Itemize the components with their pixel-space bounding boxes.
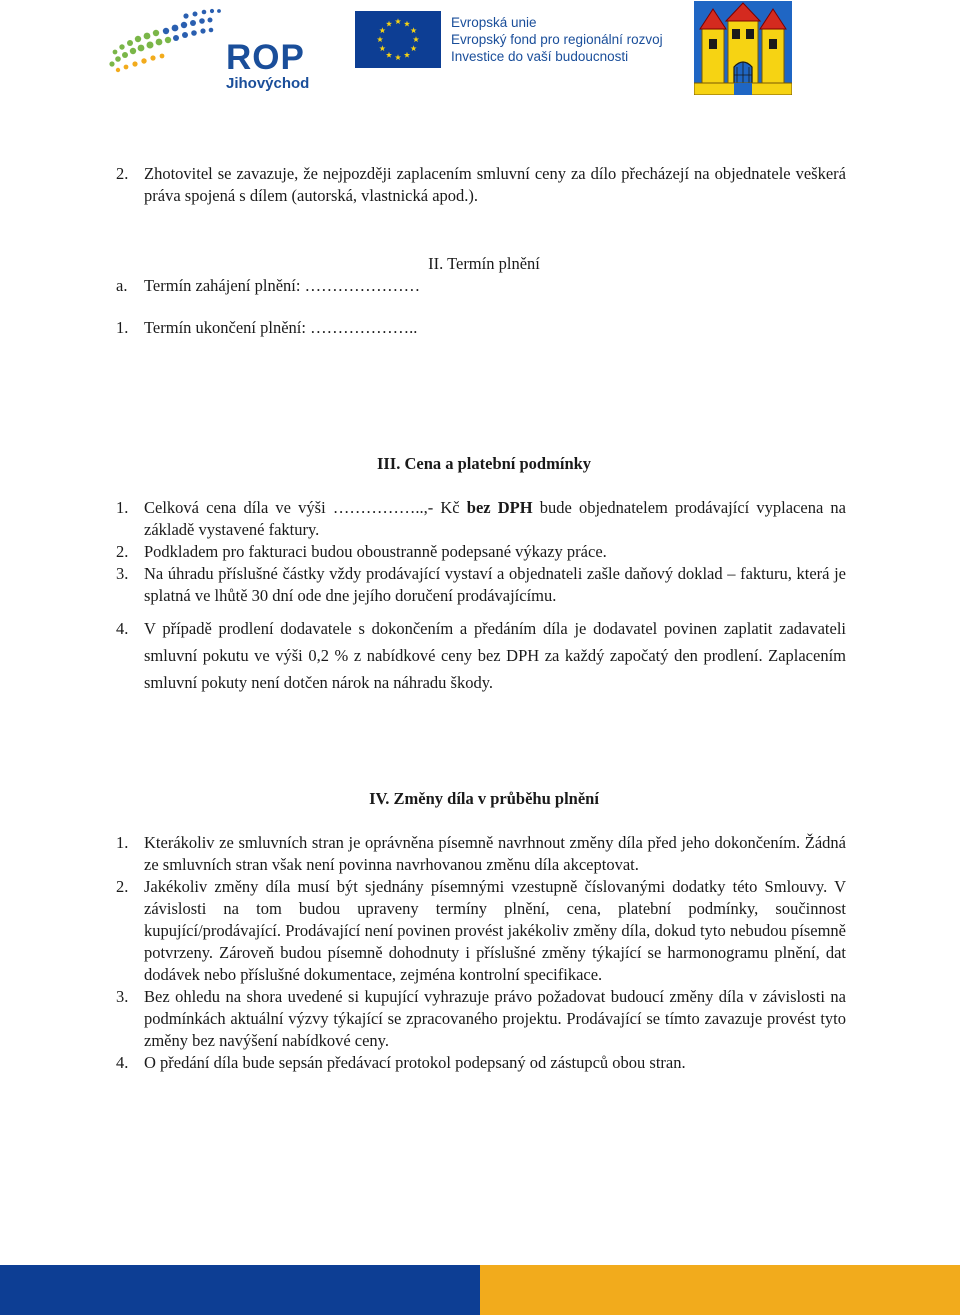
list-item: [116, 876, 846, 986]
list-item-text: bude objednatelem prodávající vyplacena na základě vystavené faktury.: [144, 498, 847, 539]
list-item-number: 2.: [116, 164, 129, 183]
list-item: [116, 1052, 846, 1074]
list-item-number: 1.: [116, 833, 129, 852]
eu-logo-text: [451, 14, 663, 65]
list-item: [116, 986, 846, 1052]
page-header: [0, 0, 960, 100]
list-item-text: O předání díla bude sepsán předávací protokol podepsaný od zástupců obou stran.: [144, 1053, 686, 1072]
section-iv-title: IV. Změny díla v průběhu plnění: [369, 789, 599, 808]
section-iii-title: III. Cena a platební podmínky: [376, 454, 592, 473]
section-heading-iv: [0, 788, 960, 810]
list-item: [116, 541, 846, 563]
section-iv-body: [116, 832, 846, 1074]
list-item-number: 3.: [116, 987, 129, 1006]
section-iii-body: [116, 497, 846, 696]
list-item: [116, 317, 846, 339]
footer-bar-blue: [0, 1265, 480, 1315]
section-heading-iii: [0, 453, 960, 475]
list-item-text: V případě prodlení dodavatele s dokončením a předáním díla je dodavatel povinen zaplatit zadavateli smluvní pokutu ve výši 0,2 % z nabídkové ceny bez DPH za každý započatý den prodlení. Zaplacením smluvní pokuty není dotčen nárok na náhradu škody.: [144, 619, 846, 692]
list-item-text: Jakékoliv změny díla musí být sjednány písemnými vzestupně číslovanými dodatky této Smlouvy. V závislosti na tom budou upraveny termíny plnění, cena, platební podmínky, součinnost kupující/prodávající. Prodávající není povinen provést jakékoliv změny díla, dokud tyto nebudou písemně potvrzeny. Zároveň budou písemně dohodnuty i příslušné změny týkající se harmonogramu plnění, dat dodávek nebo příslušné dokumentace, zejména kontrolní specifikace.: [144, 877, 846, 984]
list-item-text: Celková cena díla ve výši ……………..,- Kč: [144, 498, 467, 517]
list-item: [116, 497, 846, 541]
list-item-number: 3.: [116, 564, 129, 583]
section-ii-title: II. Termín plnění: [428, 254, 540, 273]
list-item-number: 1.: [116, 318, 129, 337]
list-item-text: Podkladem pro fakturaci budou oboustranně podepsané výkazy práce.: [144, 542, 607, 561]
list-item-number: a.: [116, 276, 128, 295]
rop-logo-subtitle: Jihovýchod: [226, 75, 310, 92]
eu-logo: [355, 11, 675, 71]
list-item-number: 2.: [116, 542, 129, 561]
town-crest-icon: [694, 1, 792, 95]
section-ii-body: [116, 275, 846, 339]
list-item: [116, 275, 846, 297]
list-item: [116, 832, 846, 876]
list-item: [116, 615, 846, 696]
list-item: [116, 163, 846, 207]
list-item-text-bold: bez DPH: [466, 498, 533, 517]
footer-color-bar: [0, 1265, 960, 1315]
rop-waves-logo-icon: [108, 6, 228, 76]
list-item-number: 4.: [116, 619, 129, 638]
section-heading-ii: [0, 253, 960, 275]
list-item-number: 2.: [116, 877, 129, 896]
rop-logo: [108, 6, 318, 92]
list-item-text: Na úhradu příslušné částky vždy prodávající vystaví a objednateli zašle daňový doklad – fakturu, která je splatná ve lhůtě 30 dní ode dne jejího doručení prodávajícímu.: [144, 564, 846, 605]
list-item-text: Kterákoliv ze smluvních stran je oprávněna písemně navrhnout změny díla před jeho dokončením. Žádná ze smluvních stran však není povinna navrhovanou změnu díla akceptovat.: [144, 833, 846, 874]
section-i-continuation: [116, 163, 846, 207]
list-item-number: 4.: [116, 1053, 129, 1072]
eu-logo-line-2: Evropský fond pro regionální rozvoj: [451, 32, 663, 47]
list-item-text: Bez ohledu na shora uvedené si kupující vyhrazuje právo požadovat budoucí změny díla v závislosti na podmínkách aktuální výzvy týkající se zpracovaného projektu. Prodávající se tímto zavazuje provést tyto změny bez navýšení nabídkové ceny.: [144, 987, 846, 1050]
list-item-text: Termín ukončení plnění: ………………..: [144, 318, 418, 337]
list-item-number: 1.: [116, 498, 129, 517]
rop-logo-name: ROP: [226, 38, 305, 77]
eu-logo-line-3: Investice do vaší budoucnosti: [451, 49, 629, 64]
list-item-text: Termín zahájení plnění: …………………: [144, 276, 421, 295]
eu-logo-line-1: Evropská unie: [451, 15, 537, 30]
list-item-text: Zhotovitel se zavazuje, že nejpozději zaplacením smluvní ceny za dílo přecházejí na objednatele veškerá práva spojená s dílem (autorská, vlastnická apod.).: [144, 164, 846, 205]
eu-flag-icon: [355, 11, 441, 68]
list-item: [116, 563, 846, 607]
footer-bar-yellow: [480, 1265, 960, 1315]
